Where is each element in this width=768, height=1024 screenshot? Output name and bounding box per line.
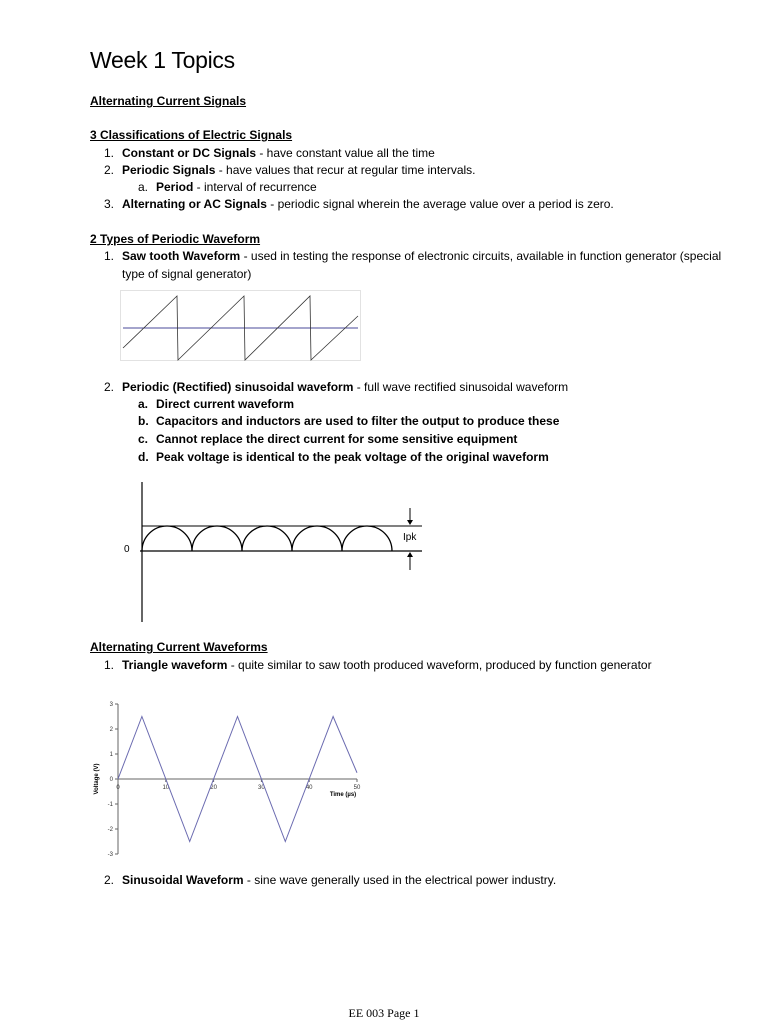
x-tick-label: 10 — [162, 785, 170, 791]
list-term: Alternating or AC Signals — [122, 197, 267, 211]
list-item — [138, 396, 294, 412]
list-item — [104, 657, 652, 673]
list-number: b. — [138, 414, 149, 428]
section-heading-classifications: 3 Classifications of Electric Signals — [90, 128, 293, 142]
y-tick-label: 2 — [109, 727, 113, 733]
list-item — [138, 413, 559, 429]
list-text: - interval of recurrence — [193, 180, 317, 194]
list-number: c. — [138, 432, 149, 446]
rectified-humps — [142, 526, 392, 551]
arrowhead-bottom — [407, 552, 413, 557]
list-item — [138, 449, 549, 465]
peak-label: Ipk — [403, 532, 417, 543]
y-tick-label: -3 — [107, 852, 113, 858]
list-number: 3. — [104, 197, 115, 211]
list-item — [138, 179, 317, 195]
rectified-waveform-diagram — [110, 478, 430, 626]
list-text: - full wave rectified sinusoidal waveform — [353, 380, 569, 394]
y-tick-label: 0 — [109, 777, 113, 783]
list-term: Period — [156, 180, 194, 194]
list-text: Peak voltage is identical to the peak voltage of the original waveform — [156, 450, 549, 464]
list-item — [104, 379, 568, 395]
list-number: a. — [138, 397, 149, 411]
list-term: Constant or DC Signals — [122, 146, 257, 160]
list-text: - have values that recur at regular time intervals. — [215, 163, 476, 177]
y-tick-label: -1 — [107, 802, 113, 808]
page-title: Week 1 Topics — [90, 47, 235, 73]
y-tick-label: 3 — [109, 702, 113, 708]
list-number: a. — [138, 180, 149, 194]
list-text: - sine wave generally used in the electrical power industry. — [243, 873, 557, 887]
zero-label: 0 — [124, 544, 130, 555]
list-text: - have constant value all the time — [256, 146, 435, 160]
x-axis-label: Time (µs) — [329, 792, 357, 798]
list-text: - used in testing the response of electronic circuits, available in function generator (special — [240, 249, 722, 263]
x-tick-label: 0 — [116, 785, 120, 791]
section-heading-periodic-types: 2 Types of Periodic Waveform — [90, 232, 261, 246]
y-tick-label: 1 — [109, 752, 113, 758]
section-heading-ac-signals: Alternating Current Signals — [90, 94, 247, 108]
list-number: 1. — [104, 658, 115, 672]
x-tick-label: 40 — [305, 785, 313, 791]
list-term: Periodic (Rectified) sinusoidal waveform — [122, 380, 354, 394]
x-tick-label: 30 — [258, 785, 265, 791]
list-text-continuation: type of signal generator) — [122, 267, 252, 281]
triangle-waveform-chart — [80, 696, 380, 861]
list-text: Cannot replace the direct current for some sensitive equipment — [156, 432, 518, 446]
section-heading-ac-waveforms: Alternating Current Waveforms — [90, 640, 268, 654]
x-tick-label: 20 — [210, 785, 217, 791]
list-number: 2. — [104, 163, 115, 177]
list-item — [138, 431, 517, 447]
list-item — [104, 162, 476, 178]
list-item — [104, 872, 556, 888]
list-item — [104, 248, 721, 264]
list-item — [104, 196, 614, 212]
page-footer: EE 003 Page 1 — [348, 1006, 420, 1020]
list-number: 2. — [104, 873, 115, 887]
list-item — [104, 145, 435, 161]
arrowhead-top — [407, 520, 413, 525]
list-term: Triangle waveform — [122, 658, 228, 672]
y-tick-label: -2 — [107, 827, 113, 833]
y-axis-label: Voltage (V) — [94, 763, 100, 795]
list-text: - quite similar to saw tooth produced waveform, produced by function generator — [227, 658, 652, 672]
list-number: 1. — [104, 249, 115, 263]
list-text: Capacitors and inductors are used to filter the output to produce these — [156, 414, 560, 428]
list-number: 1. — [104, 146, 115, 160]
x-tick-label: 50 — [353, 785, 361, 791]
list-term: Periodic Signals — [122, 163, 216, 177]
list-text: - periodic signal wherein the average value over a period is zero. — [266, 197, 614, 211]
diagram-frame — [121, 291, 361, 361]
list-text: Direct current waveform — [156, 397, 295, 411]
sawtooth-diagram — [120, 290, 362, 362]
list-number: 2. — [104, 380, 115, 394]
list-term: Sinusoidal Waveform — [122, 873, 244, 887]
list-number: d. — [138, 450, 149, 464]
list-term: Saw tooth Waveform — [122, 249, 241, 263]
